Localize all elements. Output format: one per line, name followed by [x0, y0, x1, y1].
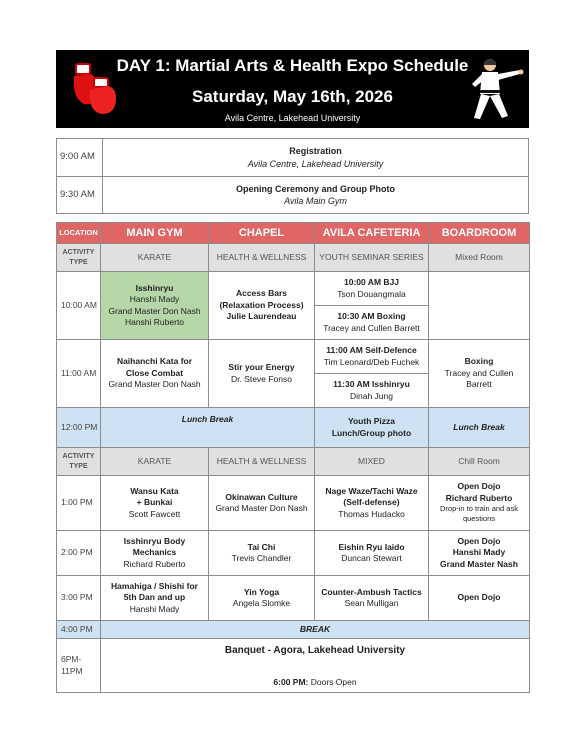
session-block: [315, 272, 428, 305]
break-label: BREAK: [101, 621, 530, 639]
session-block: [315, 305, 428, 339]
banquet-row: [57, 639, 530, 693]
schedule-table: [56, 222, 530, 693]
event-location: Avila Main Gym: [284, 196, 347, 206]
page-title: DAY 1: Martial Arts & Health Expo Schedule: [116, 56, 469, 75]
instructor: Tson Douangmala: [337, 288, 406, 299]
banquet-cell: [101, 639, 530, 693]
session-title: Close Combat: [125, 367, 184, 378]
instructor: Hanshi Ruberto: [124, 316, 185, 327]
session-cell: [209, 476, 315, 531]
location-header: LOCATION: [57, 223, 101, 244]
activity-type-row: [57, 244, 530, 272]
activity-type-label: ACTIVITY TYPE: [57, 244, 101, 272]
session-cell: [315, 476, 429, 531]
time-cell: 2:00 PM: [57, 531, 101, 576]
session-cell: [429, 340, 530, 408]
instructor: Scott Fawcett: [128, 508, 181, 519]
session-cell: [315, 576, 429, 621]
session-title: Open Dojo: [457, 535, 501, 546]
session-title: Isshinryu: [135, 282, 174, 293]
lunch-break: Lunch Break: [429, 408, 530, 448]
time-cell: 9:30 AM: [57, 177, 103, 214]
type-cell: HEALTH & WELLNESS: [209, 244, 315, 272]
session-cell: [429, 531, 530, 576]
session-title: Open Dojo: [457, 481, 501, 492]
table-row: [57, 476, 530, 531]
instructor: Trevis Chandler: [231, 553, 292, 563]
instructor: Dinah Jung: [349, 390, 393, 401]
chapel-header: CHAPEL: [209, 223, 315, 244]
event-venue: Avila Centre, Lakehead University: [224, 113, 361, 123]
time-cell: 3:00 PM: [57, 576, 101, 621]
session-cell: [429, 272, 530, 340]
instructor: Richard Ruberto: [445, 492, 513, 503]
time-cell: 11:00 AM: [57, 340, 101, 408]
session-cell: [209, 531, 315, 576]
session-cell: [101, 476, 209, 531]
instructor: Tim Leonard/Deb Fuchek: [323, 356, 420, 367]
session-cell: [101, 576, 209, 621]
session-title: + Bunkai: [136, 497, 173, 508]
instructor: Thomas Hudacko: [338, 508, 405, 519]
session-note: questions: [462, 514, 496, 524]
banquet-note-time: 6:00 PM:: [273, 676, 309, 687]
session-cell: [209, 576, 315, 621]
time-cell: 4:00 PM: [57, 621, 101, 639]
schedule-header: [56, 50, 529, 128]
table-row: [57, 340, 530, 408]
event-title: Opening Ceremony and Group Photo: [235, 183, 395, 194]
karate-fighter-icon: [468, 56, 524, 122]
session-cell: [429, 576, 530, 621]
session-title: Yin Yoga: [243, 586, 280, 597]
banquet-title: Banquet - Agora, Lakehead University: [224, 645, 406, 656]
session-title: 10:30 AM Boxing: [337, 311, 406, 322]
event-cell: [103, 139, 529, 177]
session-title: Nage Waze/Tachi Waze: [325, 485, 418, 496]
session-cell: [101, 272, 209, 340]
table-row: [57, 139, 529, 177]
session-cell: [101, 340, 209, 408]
type-cell: KARATE: [101, 244, 209, 272]
time-cell: 9:00 AM: [57, 139, 103, 177]
event-cell: [103, 177, 529, 214]
session-title: Open Dojo: [457, 592, 501, 603]
instructor: Duncan Stewart: [341, 553, 402, 563]
session-cell: [315, 340, 429, 408]
session-title: Eishin Ryu Iaido: [338, 541, 405, 552]
type-cell: Chill Room: [429, 448, 530, 476]
instructor: Grand Master Nash: [440, 558, 518, 569]
session-title: 10:00 AM BJJ: [344, 277, 399, 288]
session-note: Drop-in to train and ask: [440, 504, 518, 514]
time-cell: 6PM-11PM: [57, 639, 101, 693]
session-title: Okinawan Culture: [225, 491, 298, 502]
session-title: 11:30 AM Isshinryu: [333, 379, 410, 390]
session-title: Access Bars: [235, 288, 288, 299]
session-cell: [315, 272, 429, 340]
event-location: Avila Centre, Lakehead University: [247, 158, 384, 169]
type-cell: Mixed Room: [429, 244, 530, 272]
table-row: [57, 531, 530, 576]
instructor: Hanshi Mady: [452, 547, 506, 558]
event-date: Saturday, May 16th, 2026: [192, 87, 393, 106]
type-cell: HEALTH & WELLNESS: [209, 448, 315, 476]
session-title: Youth Pizza: [347, 416, 396, 427]
break-row: [57, 621, 530, 639]
session-title: Boxing: [464, 356, 494, 367]
session-title: 5th Dan and up: [123, 592, 186, 603]
lunch-break: Lunch Break: [101, 408, 315, 448]
instructor: Hanshi Mady: [129, 603, 180, 614]
session-cell: [315, 408, 429, 448]
instructor: Barrett: [466, 379, 492, 390]
lunch-row: [57, 408, 530, 448]
activity-type-label: ACTIVITY TYPE: [57, 448, 101, 476]
session-cell: [315, 531, 429, 576]
session-title: (Self-defense): [343, 497, 400, 508]
session-title: Naihanchi Kata for: [116, 356, 193, 367]
instructor: Hanshi Mady: [129, 294, 180, 305]
session-block: [315, 373, 428, 407]
instructor: Angela Slomke: [232, 598, 291, 608]
session-title: Hamahiga / Shishi for: [111, 580, 198, 591]
instructor: Grand Master Don Nash: [215, 503, 308, 513]
session-subtitle: (Relaxation Process): [219, 299, 304, 310]
session-cell: [209, 272, 315, 340]
session-title: Stir your Energy: [228, 362, 295, 373]
instructor: Tracey and Cullen: [444, 367, 514, 378]
time-cell: 1:00 PM: [57, 476, 101, 531]
instructor: Grand Master Don Nash: [108, 305, 201, 316]
session-cell: [101, 531, 209, 576]
instructor: Richard Ruberto: [123, 558, 186, 569]
event-title: Registration: [289, 146, 342, 157]
session-cell: [209, 340, 315, 408]
session-title: Mechanics: [132, 547, 177, 558]
table-row: [57, 272, 530, 340]
type-cell: KARATE: [101, 448, 209, 476]
banquet-note-text: Doors Open: [308, 676, 357, 687]
session-title: Tai Chi: [247, 541, 276, 552]
session-title: Isshinryu Body: [123, 535, 186, 546]
instructor: Sean Mulligan: [344, 598, 399, 608]
cafeteria-header: AVILA CAFETERIA: [315, 223, 429, 244]
boardroom-header: BOARDROOM: [429, 223, 530, 244]
instructor: Dr. Steve Fonso: [231, 373, 292, 384]
intro-table: [56, 138, 529, 214]
session-title: 11:00 AM Self-Defence: [326, 345, 417, 356]
session-title: Wansu Kata: [130, 485, 179, 496]
session-title: Lunch/Group photo: [331, 427, 412, 438]
instructor: Julie Laurendeau: [226, 311, 297, 322]
table-row: [57, 177, 529, 214]
activity-type-row: [57, 448, 530, 476]
main-gym-header: MAIN GYM: [101, 223, 209, 244]
session-cell: [429, 476, 530, 531]
instructor: Tracey and Cullen Barrett: [323, 322, 420, 333]
type-cell: YOUTH SEMINAR SERIES: [315, 244, 429, 272]
column-header-row: [57, 223, 530, 244]
session-block: [315, 340, 428, 373]
banquet-note: [101, 677, 529, 688]
type-cell: MIXED: [315, 448, 429, 476]
time-cell: 10:00 AM: [57, 272, 101, 340]
table-row: [57, 576, 530, 621]
session-title: Counter-Ambush Tactics: [321, 586, 422, 597]
instructor: Grand Master Don Nash: [108, 379, 201, 390]
time-cell: 12:00 PM: [57, 408, 101, 448]
